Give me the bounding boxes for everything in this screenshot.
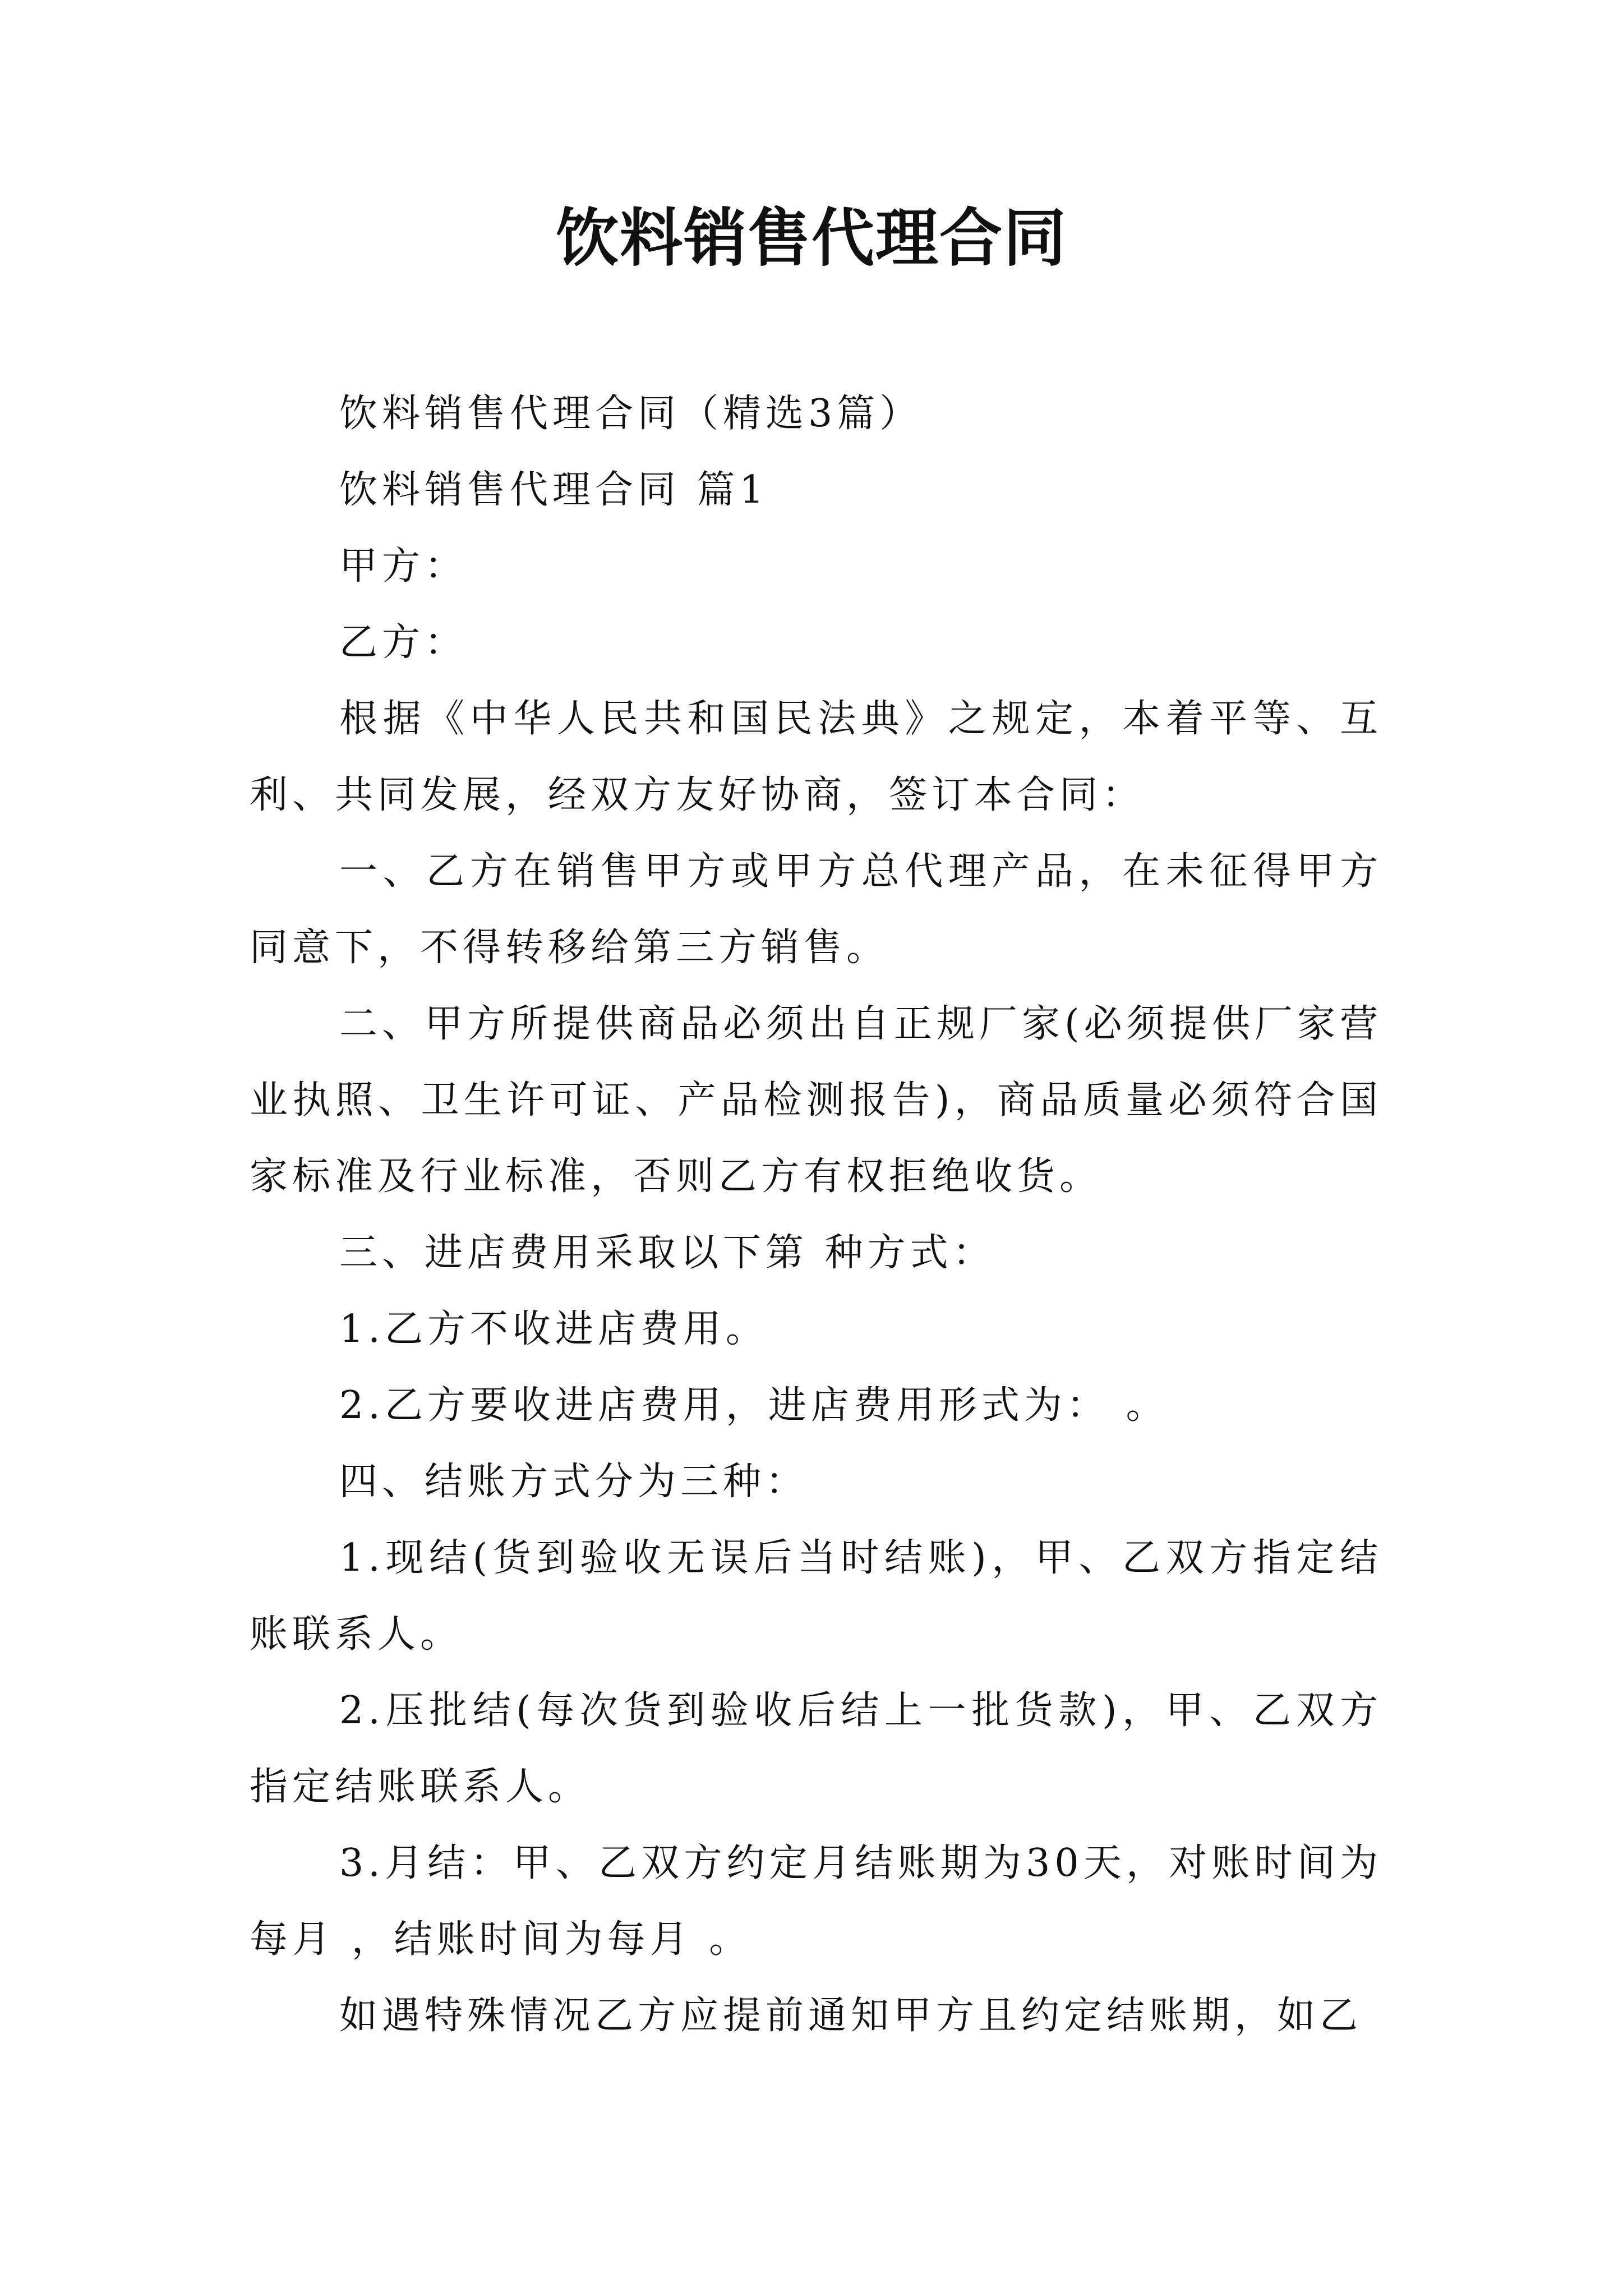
paragraph-clause-4-option-2: 2.压批结(每次货到验收后结上一批货款)，甲、乙双方指定结账联系人。 (250, 1688, 1382, 1809)
paragraph-subtitle: 饮料销售代理合同（精选3篇） (339, 392, 923, 436)
paragraph-clause-1: 一、乙方在销售甲方或甲方总代理产品，在未征得甲方同意下，不得转移给第三方销售。 (250, 849, 1382, 970)
paragraph-preamble: 根据《中华人民共和国民法典》之规定，本着平等、互利、共同发展，经双方友好协商，签订本合同： (250, 697, 1382, 817)
document-title: 饮料销售代理合同 (556, 202, 1067, 275)
paragraph-clause-4-option-3: 3.月结：甲、乙双方约定月结账期为30天，对账时间为每月 ，结账时间为每月 。 (250, 1841, 1382, 1962)
paragraph-clause-4: 四、结账方式分为三种： (339, 1460, 809, 1504)
paragraph-party-b: 乙方： (339, 620, 468, 665)
paragraph-section-heading: 饮料销售代理合同 篇1 (339, 468, 768, 512)
paragraph-party-a: 甲方： (339, 544, 468, 588)
paragraph-clause-3: 三、进店费用采取以下第 种方式： (339, 1231, 995, 1275)
paragraph-clause-2: 二、甲方所提供商品必须出自正规厂家(必须提供厂家营业执照、卫生许可证、产品检测报告)，商品质量必须符合国家标准及行业标准，否则乙方有权拒绝收货。 (250, 1002, 1382, 1199)
document-body (250, 376, 1382, 2054)
paragraph-clause-4-option-1: 1.现结(货到验收无误后当时结账)，甲、乙双方指定结账联系人。 (250, 1536, 1382, 1657)
paragraph-special-case: 如遇特殊情况乙方应提前通知甲方且约定结账期，如乙 (339, 1994, 1363, 2038)
paragraph-clause-3-option-1: 1.乙方不收进店费用。 (339, 1307, 768, 1351)
paragraph-clause-3-option-2: 2.乙方要收进店费用，进店费用形式为： 。 (339, 1383, 1169, 1428)
